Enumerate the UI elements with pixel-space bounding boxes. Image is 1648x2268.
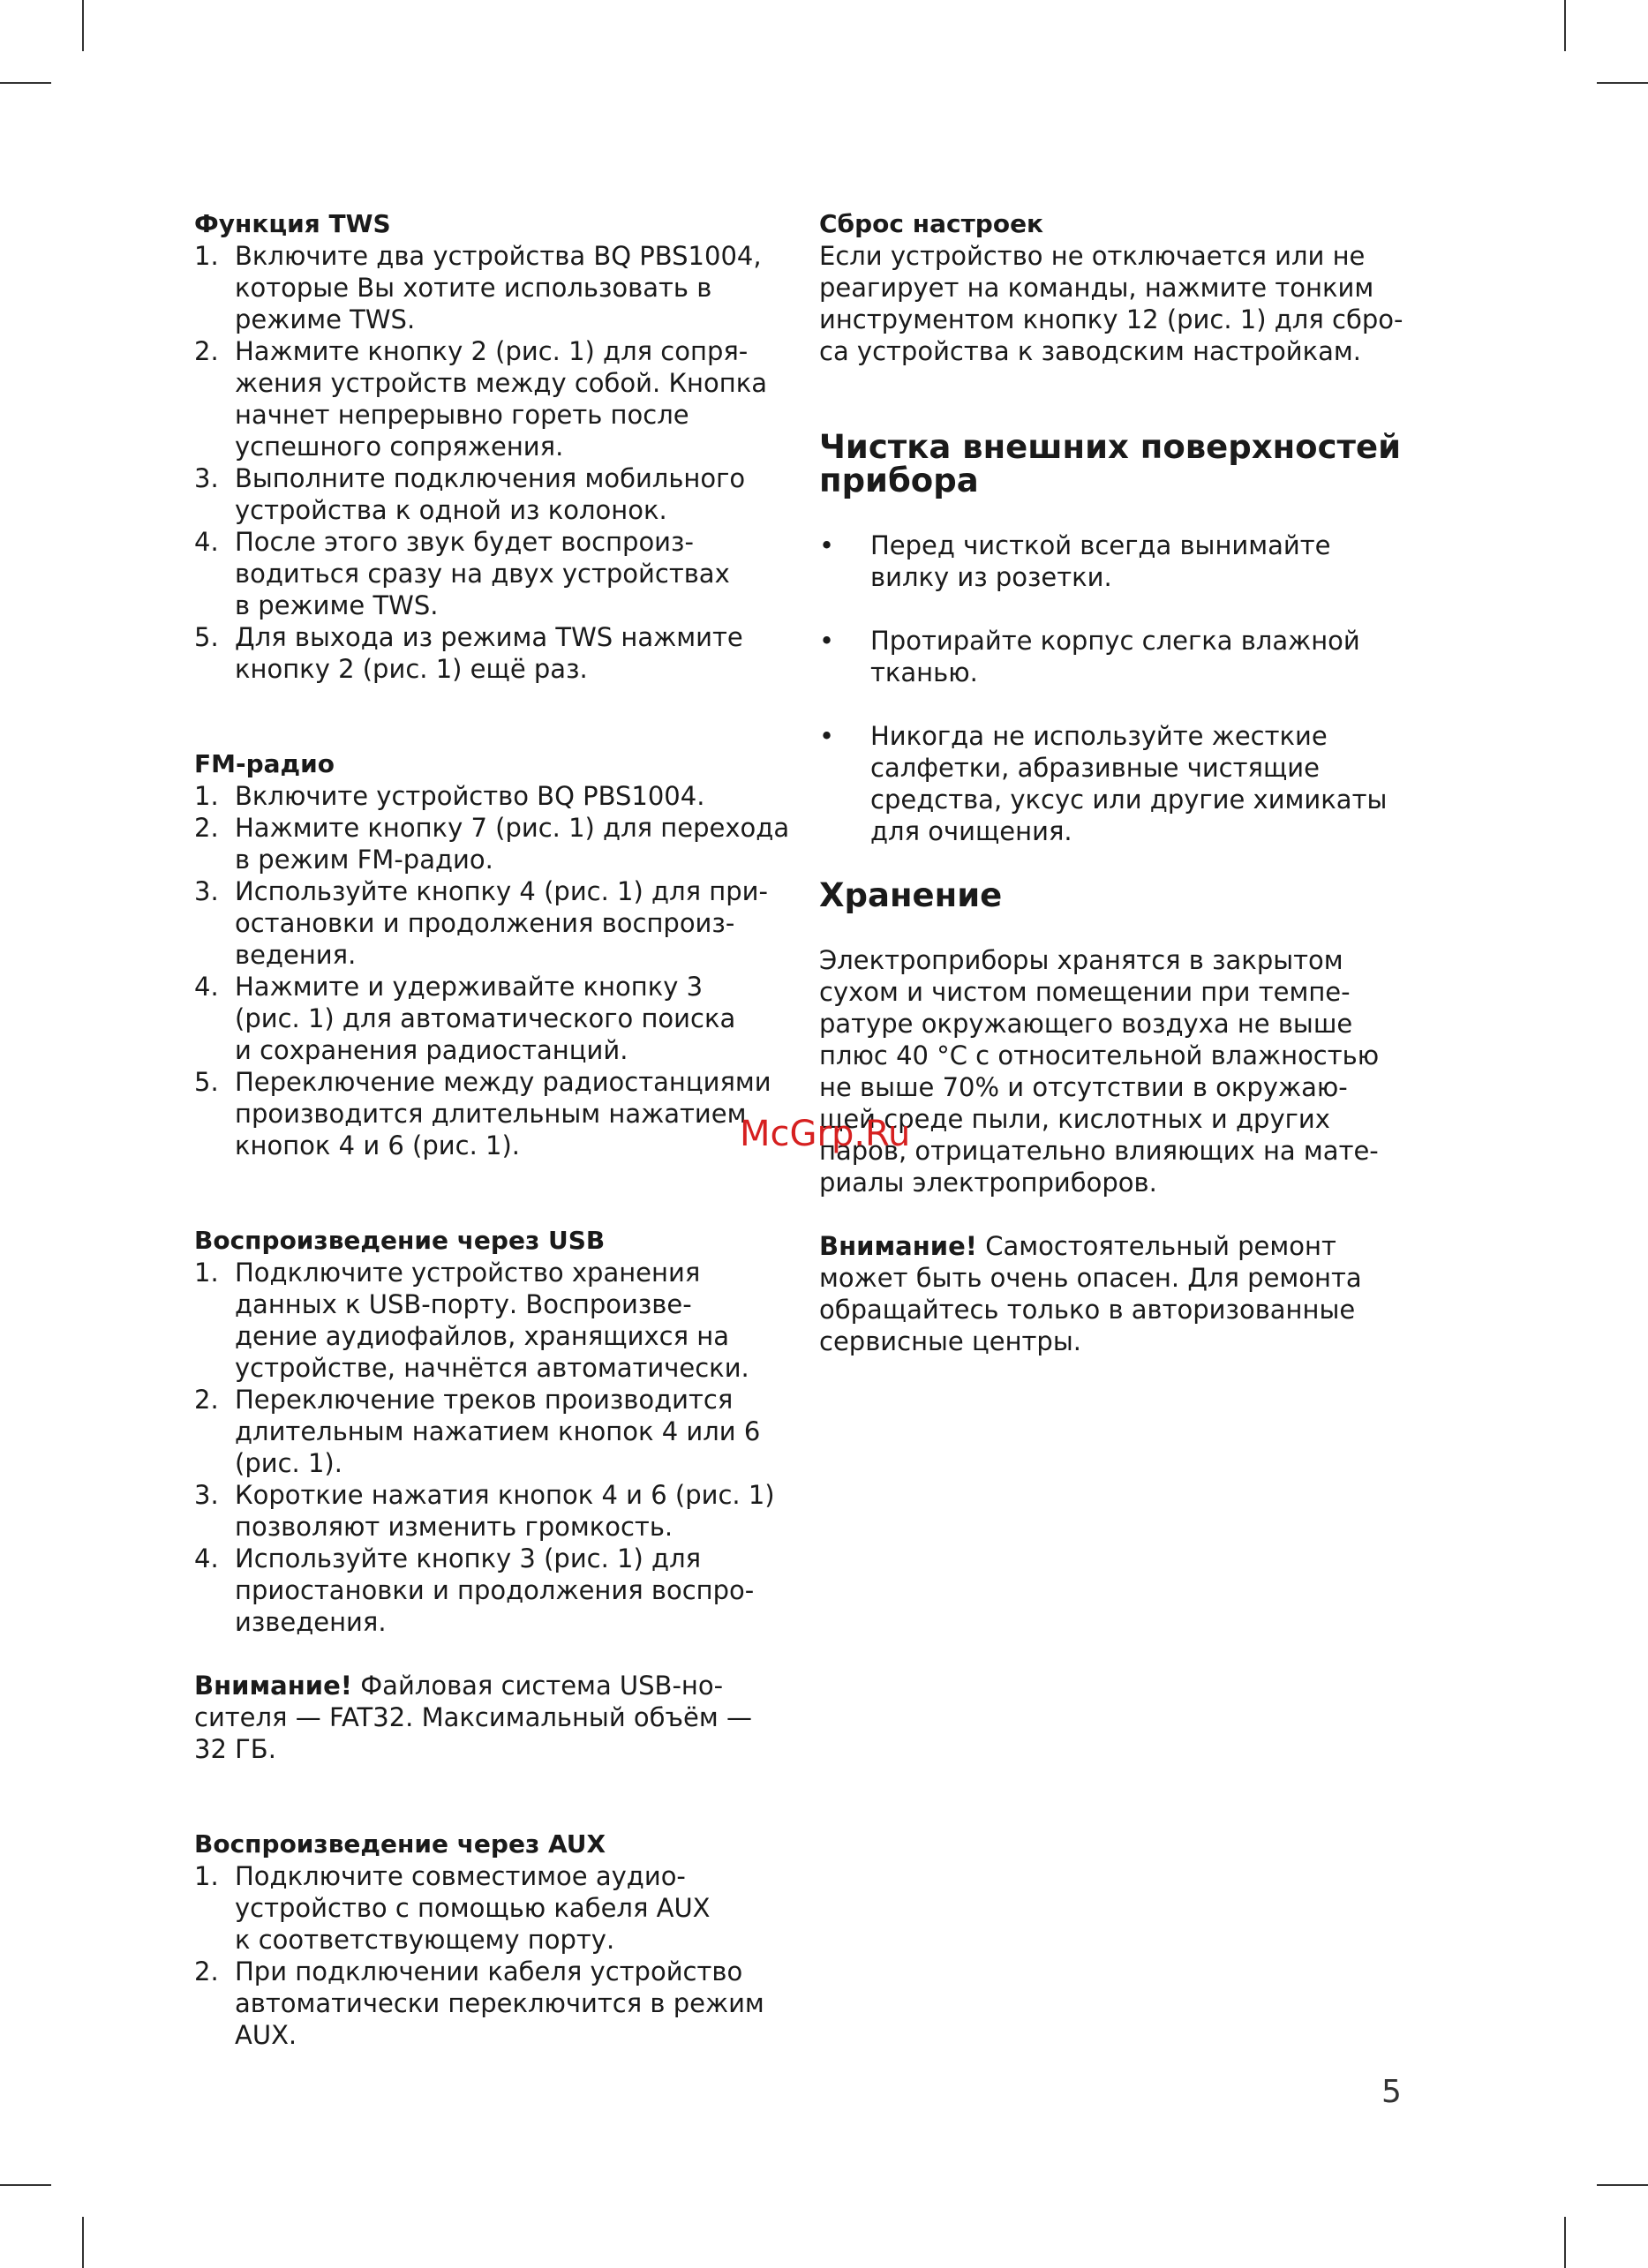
list-item: 5. Для выхода из режима TWS нажмите кнопку 2 (рис. 1) ещё раз. bbox=[194, 622, 743, 684]
list-item: • Никогда не используйте жесткие салфетки, абразивные чистящие средства, уксус или другие химикаты для очищения. bbox=[819, 721, 1388, 846]
usb-section bbox=[194, 1225, 794, 1765]
list-item: 4. Используйте кнопку 3 (рис. 1) для приостановки и продолжения воспро- изведения. bbox=[194, 1543, 755, 1637]
crop-mark-br-v bbox=[1564, 2217, 1566, 2268]
cleaning-title: Чистка внешних поверхностей прибора bbox=[819, 428, 1401, 499]
crop-mark-bl-h bbox=[0, 2184, 51, 2186]
spacer bbox=[819, 912, 1419, 944]
fm-list bbox=[194, 780, 794, 1161]
list-item: 3. Выполните подключения мобильного устройства к одной из колонок. bbox=[194, 463, 746, 525]
list-item: 1. Подключите совместимое аудио- устройство с помощью кабеля AUX к соответствующему порту. bbox=[194, 1861, 711, 1955]
reset-title: Сброс настроек bbox=[819, 209, 1044, 238]
list-item: 5. Переключение между радиостанциями производится длительным нажатием кнопок 4 и 6 (рис. 1). bbox=[194, 1067, 771, 1160]
storage-text: Электроприборы хранятся в закрытом сухом и чистом помещении при темпе- ратуре окружающего воздуха не выше плюс 40 °С с относительной влажностью не выше 70% и отсутствии в окружаю- щей среде пыли, кислотных и других паров, отрицательно влияющих на мате- риалы электроприборов. bbox=[819, 945, 1380, 1198]
storage-title: Хранение bbox=[819, 876, 1003, 914]
usb-note-label: Внимание! bbox=[194, 1671, 352, 1701]
list-item: 2. Нажмите кнопку 7 (рис. 1) для перехода в режим FM-радио. bbox=[194, 813, 790, 875]
crop-mark-br-h bbox=[1597, 2184, 1648, 2186]
crop-mark-bl-v bbox=[82, 2217, 84, 2268]
aux-title: Воспроизведение через AUX bbox=[194, 1829, 606, 1859]
spacer bbox=[819, 498, 1419, 529]
tws-list bbox=[194, 240, 794, 685]
tws-section bbox=[194, 208, 794, 685]
cleaning-list bbox=[819, 529, 1419, 847]
list-item: 1. Включите устройство BQ PBS1004. bbox=[194, 781, 705, 811]
storage-warning bbox=[819, 1230, 1419, 1357]
usb-title: Воспроизведение через USB bbox=[194, 1226, 606, 1255]
list-item: • Перед чисткой всегда вынимайте вилку из розетки. bbox=[819, 530, 1331, 592]
list-item: 2. Переключение треков производится длительным нажатием кнопок 4 или 6 (рис. 1). bbox=[194, 1385, 761, 1478]
spacer bbox=[194, 1161, 794, 1225]
aux-section bbox=[194, 1829, 794, 2051]
fm-title: FM-радио bbox=[194, 749, 335, 778]
aux-list bbox=[194, 1860, 794, 2051]
spacer bbox=[194, 685, 794, 748]
storage-warning-label: Внимание! bbox=[819, 1231, 977, 1261]
bullet-icon: • bbox=[819, 721, 835, 751]
list-item: 4. Нажмите и удерживайте кнопку 3 (рис. 1) для автоматического поиска и сохранения радиостанций. bbox=[194, 972, 736, 1065]
reset-section bbox=[819, 208, 1419, 367]
storage-warning-text: Самостоятельный ремонт может быть очень опасен. Для ремонта обращайтесь только в авторизованные сервисные центры. bbox=[819, 1231, 1362, 1356]
spacer bbox=[819, 367, 1419, 431]
list-item: 1. Включите два устройства BQ PBS1004, которые Вы хотите использовать в режиме TWS. bbox=[194, 241, 762, 334]
right-column bbox=[819, 208, 1419, 1357]
crop-mark-tr-v bbox=[1564, 0, 1566, 51]
spacer bbox=[194, 1765, 794, 1829]
usb-note bbox=[194, 1670, 794, 1765]
spacer bbox=[819, 1198, 1419, 1230]
spacer bbox=[194, 1638, 794, 1670]
list-item: 1. Подключите устройство хранения данных к USB-порту. Воспроизве- дение аудиофайлов, хранящихся на устройстве, начнётся автоматически. bbox=[194, 1258, 749, 1383]
reset-text: Если устройство не отключается или не реагирует на команды, нажмите тонким инструментом кнопку 12 (рис. 1) для сбро- са устройства к заводским настройкам. bbox=[819, 241, 1403, 366]
list-item: 2. Нажмите кнопку 2 (рис. 1) для сопря- жения устройств между собой. Кнопка начнет непрерывно гореть после успешного сопряжения. bbox=[194, 336, 767, 462]
crop-mark-tl-v bbox=[82, 0, 84, 51]
bullet-icon: • bbox=[819, 626, 835, 656]
bullet-icon: • bbox=[819, 530, 835, 560]
list-item: 4. После этого звук будет воспроиз- водиться сразу на двух устройствах в режиме TWS. bbox=[194, 527, 730, 620]
usb-list bbox=[194, 1257, 794, 1638]
watermark: McGrp.Ru bbox=[740, 1114, 911, 1154]
left-column bbox=[194, 208, 794, 2051]
crop-mark-tl-h bbox=[0, 82, 51, 84]
list-item: • Протирайте корпус слегка влажной тканью. bbox=[819, 626, 1360, 687]
cleaning-section bbox=[819, 428, 1419, 847]
list-item: 2. При подключении кабеля устройство автоматически переключится в режим AUX. bbox=[194, 1956, 764, 2050]
usb-note-text: Файловая система USB-но- сителя — FAT32. Максимальный объём — 32 ГБ. bbox=[194, 1671, 752, 1764]
tws-title: Функция TWS bbox=[194, 209, 391, 238]
list-item: 3. Короткие нажатия кнопок 4 и 6 (рис. 1) позволяют изменить громкость. bbox=[194, 1480, 775, 1542]
fm-section bbox=[194, 748, 794, 1161]
list-item: 3. Используйте кнопку 4 (рис. 1) для при- остановки и продолжения воспроиз- ведения. bbox=[194, 876, 768, 970]
page-number: 5 bbox=[1381, 2074, 1402, 2110]
crop-mark-tr-h bbox=[1597, 82, 1648, 84]
